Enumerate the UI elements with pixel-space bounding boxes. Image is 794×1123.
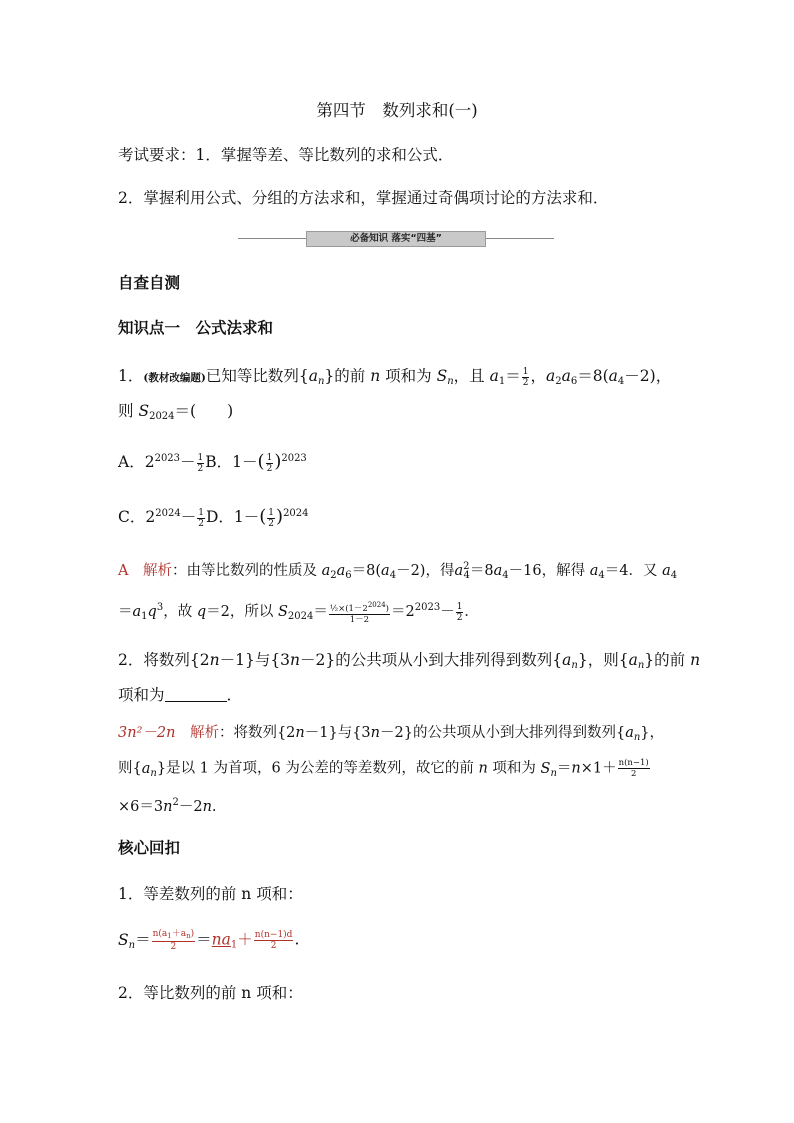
q2-analysis-line3: $\times 6=3n^2-2n$. [118,797,217,815]
q1-answer: A [118,563,129,579]
q2-analysis-label: 解析 [189,725,219,741]
answer-blank[interactable] [165,687,227,702]
section-banner [238,231,554,247]
q1-analysis-line2: $=a_1q^3$，故 q＝2，所以 $S_{2024}=$ $\frac{\frac{1}{2}\times(1-2^{2024})}{1-2}$ $=2^{2023}-$ $\frac{1}{2}$ ． [118,600,479,625]
exam-requirements-line2: 2．掌握利用公式、分组的方法求和，掌握通过奇偶项讨论的方法求和． [118,189,609,207]
knowledge-point-heading: 知识点一 公式法求和 [118,318,274,337]
q1-analysis-line1: A 解析：由等比数列的性质及 $a_2a_6=8(a_4-2)$，得$a^2_4=8a_4-16$，解得 $a_4=4$．又 $a_4$ [118,561,678,581]
q1-options-cd: C．$2^{2024}-$ $\frac{1}{2}$ D．1－( $\frac{1}{2}$ )$^{2024}$ [118,506,309,529]
section-self-check: 自查自测 [118,273,181,292]
q2-analysis-line2: 则$\{a_n\}$是以 1 为首项，6 为公差的等差数列，故它的前 n 项和为 $S_n=n\times 1+$ $\frac{n(n-1)}{2}$ [118,758,649,779]
option-c: C． [118,508,146,526]
core-item-1: 1．等差数列的前 n 项和： [118,885,303,903]
q1-analysis-label: 解析 [142,563,172,579]
q2-answer: 3n²－2n [118,725,176,741]
q1-options-ab: A．$2^{2023}-$ $\frac{1}{2}$ B．1－( $\frac{1}{2}$ )$^{2023}$ [118,451,307,474]
core-formula-1: $S_n=$ $\frac{n(a_1+a_n)}{2}$ $=na_1+$ $\frac{n(n-1)d}{2}$ . [118,929,300,952]
q2-stem: 2．将数列{2n－1}与{3n－2}的公共项从小到大排列得到数列$\{a_n\}$，则$\{a_n\}$的前 n [118,651,701,671]
section-core-review: 核心回扣 [118,838,181,857]
option-a: A． [118,453,145,471]
page-title: 第四节 数列求和(一) [316,101,478,120]
banner-label: 必备知识 落实“四基” [306,231,486,247]
option-b: B． [205,453,233,471]
banner-rule-left [238,238,306,239]
core-item-2: 2．等比数列的前 n 项和： [118,984,303,1002]
q2-stem-line2: 项和为 ． [118,686,243,704]
option-d: D． [205,508,234,526]
exam-requirements-line1: 考试要求：1．掌握等差、等比数列的求和公式． [118,146,454,164]
q2-analysis-line1: 3n²－2n 解析：将数列{2n－1}与{3n－2}的公共项从小到大排列得到数列$\{a_n\}$， [118,725,665,743]
q1-stem: 1．(教材改编题)已知等比数列$\{a_n\}$的前 n 项和为 $S_n$，且 $a_1=$ $\frac{1}{2}$ ，$a_2a_6=8(a_4-2)$， [118,366,672,388]
q1-stem-line2: 则 $S_{2024}=$( ) [118,402,234,422]
banner-rule-right [486,238,554,239]
